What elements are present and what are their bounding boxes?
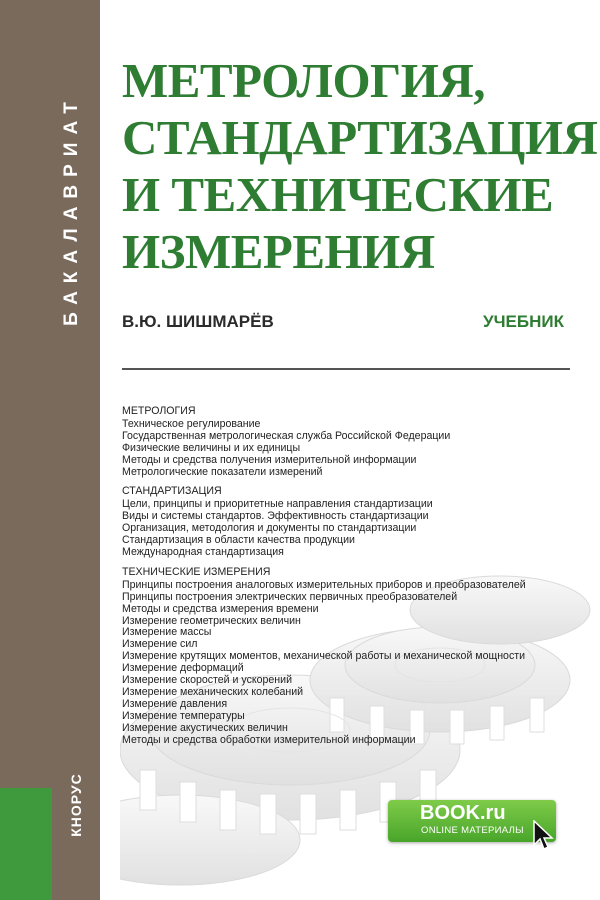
list-item: Метрологические показатели измерений <box>122 465 323 478</box>
list-item: Измерение акустических величин <box>122 721 288 734</box>
list-item: Измерение массы <box>122 626 212 639</box>
list-item: Цели, принципы и приоритетные направления стандартизации <box>122 498 433 511</box>
section-heading: ТЕХНИЧЕСКИЕ ИЗМЕРЕНИЯ <box>122 565 271 578</box>
contents-section <box>122 486 592 558</box>
list-item: Методы и средства измерения времени <box>122 602 319 615</box>
list-item: Измерение геометрических величин <box>122 614 301 627</box>
title-line: И ТЕХНИЧЕСКИЕ <box>122 167 554 222</box>
author-name: В.Ю. ШИШМАРЁВ <box>122 312 274 331</box>
contents-list <box>122 406 592 746</box>
list-item: Государственная метрологическая служба Российской Федерации <box>122 429 451 442</box>
title-line: СТАНДАРТИЗАЦИЯ <box>122 110 598 165</box>
list-item: Измерение скоростей и ускорений <box>122 674 292 687</box>
divider-line <box>122 368 570 370</box>
series-label: БАКАЛАВРИАТ <box>61 94 82 326</box>
spine-publisher-block <box>0 788 52 900</box>
list-item: Физические величины и их единицы <box>122 441 301 454</box>
list-item: Методы и средства обработки измерительной информации <box>122 733 416 746</box>
list-item: Виды и системы стандартов. Эффективность стандартизации <box>122 510 429 523</box>
title-line: ИЗМЕРЕНИЯ <box>122 224 435 279</box>
contents-section <box>122 567 592 747</box>
section-heading: СТАНДАРТИЗАЦИЯ <box>122 485 222 498</box>
list-item: Организация, методология и документы по стандартизации <box>122 522 417 535</box>
badge-title: BOOK.ru <box>420 802 506 824</box>
publisher-label: КНОРУС <box>68 773 84 837</box>
list-item: Международная стандартизация <box>122 545 284 558</box>
badge-subtitle: ONLINE МАТЕРИАЛЫ <box>421 825 524 836</box>
list-item: Принципы построения аналоговых измерительных приборов и преобразователей <box>122 578 526 591</box>
list-item: Стандартизация в области качества продукции <box>122 534 355 547</box>
book-type-label: УЧЕБНИК <box>483 312 564 331</box>
list-item: Принципы построения электрических первичных преобразователей <box>122 590 458 603</box>
list-item: Измерение деформаций <box>122 662 244 675</box>
list-item: Измерение давления <box>122 697 228 710</box>
mouse-pointer-icon <box>532 820 554 852</box>
section-heading: МЕТРОЛОГИЯ <box>122 405 196 417</box>
list-item: Измерение крутящих моментов, механической работы и механической мощности <box>122 650 526 663</box>
list-item: Техническое регулирование <box>122 417 261 430</box>
title-line: МЕТРОЛОГИЯ, <box>122 53 485 108</box>
list-item: Измерение сил <box>122 638 198 651</box>
contents-section <box>122 406 592 478</box>
book-title <box>122 52 598 280</box>
list-item: Измерение механических колебаний <box>122 685 304 698</box>
online-materials-button[interactable] <box>388 800 556 842</box>
cover-spine <box>0 0 100 900</box>
list-item: Измерение температуры <box>122 709 245 722</box>
list-item: Методы и средства получения измерительной информации <box>122 453 417 466</box>
